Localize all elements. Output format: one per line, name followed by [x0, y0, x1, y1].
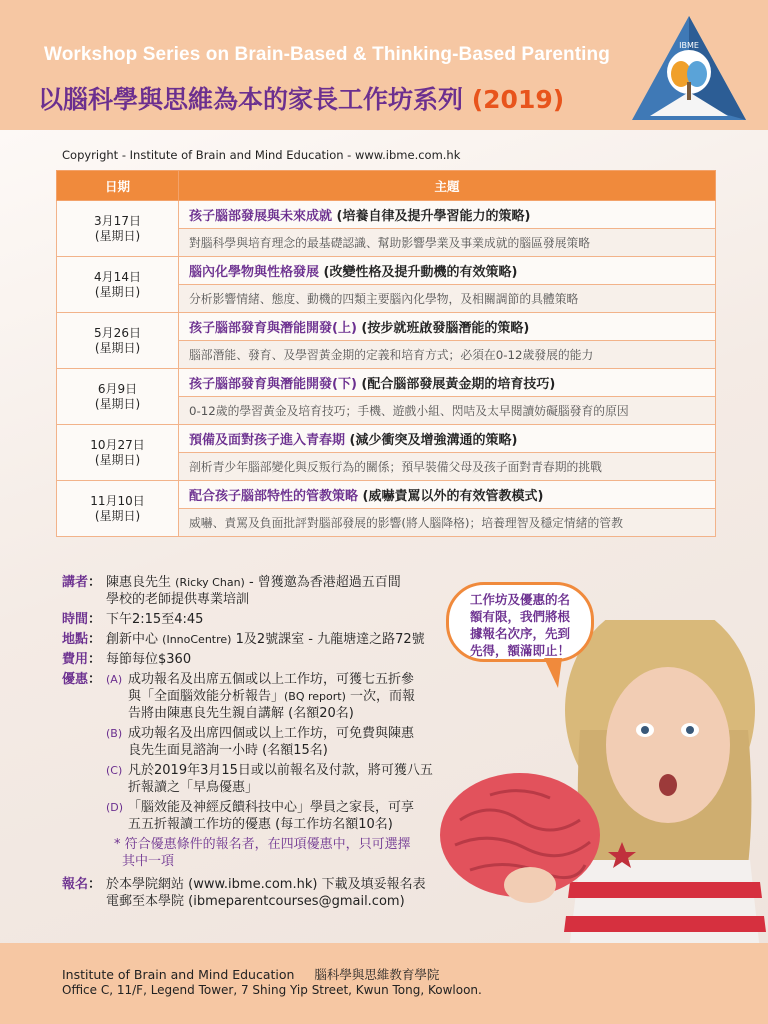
schedule-date — [57, 369, 179, 425]
fee-value: 每節每位$360 — [106, 652, 192, 667]
ibme-logo-icon — [628, 12, 750, 124]
fee-row: 費用： 每節每位$360 — [62, 652, 192, 667]
logo-text: IBME — [679, 41, 699, 50]
schedule-topic — [179, 425, 716, 453]
venue-value-2: 1及2號課室 - 九龍塘達之路72號 — [231, 632, 425, 647]
schedule-description: 對腦科學與培育理念的最基礎認識、幫助影響學業及事業成就的腦區發展策略 — [179, 229, 716, 257]
discount-c — [106, 762, 482, 796]
schedule-date — [57, 313, 179, 369]
schedule-row — [57, 201, 716, 229]
schedule-topic-title: 孩子腦部發展與未來成就 — [189, 209, 333, 224]
speaker-name: 陳惠良先生 — [106, 575, 172, 590]
schedule-topic-subtitle: (減少衝突及增強溝通的策略) — [349, 433, 518, 448]
schedule-date-value: 5月26日 — [94, 325, 141, 340]
discount-note-2: 其中一項 — [122, 854, 175, 869]
footer-address: Office C, 11/F, Legend Tower, 7 Shing Yip Street, Kwun Tong, Kowloon. — [62, 983, 482, 997]
schedule-description: 威嚇、責罵及負面批評對腦部發展的影響(將人腦降格)；培養理智及穩定情緒的管教 — [179, 509, 716, 537]
schedule-date — [57, 257, 179, 313]
discount-text: 成功報名及出席四個或以上工作坊，可免費與陳惠 — [128, 726, 415, 741]
schedule-description: 剖析青少年腦部變化與反叛行為的關係；預早裝備父母及孩子面對青春期的挑戰 — [179, 453, 716, 481]
venue-row: 地點： 創新中心 (InnoCentre) 1及2號課室 - 九龍塘達之路72號 — [62, 632, 425, 647]
schedule-topic-subtitle: (按步就班啟發腦潛能的策略) — [361, 321, 530, 336]
discount-d — [106, 799, 482, 833]
discount-text-english: (BQ report) — [284, 690, 346, 703]
schedule-topic-title: 孩子腦部發育與潛能開發(下) — [189, 377, 357, 392]
discount-row: 優惠： (A) 成功報名及出席五個或以上工作坊，可獲七五折參 與「全面腦效能分析報告」(BQ report) 一次，而報 告將由陳惠良先生親自講解 (名額20名) (B) 成功報名及出席四個或以上工作坊，可免費與陳惠 良先生面見諮詢一小時 (名額15名) (C) 凡於2019年3月15日或以前報名及付款，將可獲八五 折報讀之「早鳥優惠」 (D) 「腦效能及神經反饋科技中心」學員之家長，可享 五五折報讀工作坊的優惠 (每工作坊名額10名) * 符合優惠條件的報名者，在四項優惠中，只可選擇 其中一項 — [62, 671, 482, 870]
register-line-1: 於本學院網站 (www.ibme.com.hk) 下載及填妥報名表 — [106, 877, 426, 892]
schedule-row — [57, 257, 716, 285]
schedule-topic — [179, 369, 716, 397]
time-value: 下午2:15至4:45 — [106, 612, 204, 627]
time-row: 時間： 下午2:15至4:45 — [62, 612, 204, 627]
schedule-date-value: 6月9日 — [97, 381, 138, 396]
speaker-row: 講者： 陳惠良先生 (Ricky Chan) - 曾獲邀為香港超過五百間 學校的老師提供專業培訓 — [62, 575, 401, 607]
bubble-line: 先得，額滿即止！ — [469, 643, 570, 658]
schedule-topic — [179, 257, 716, 285]
discount-letter: (C) — [106, 764, 123, 777]
schedule-topic-subtitle: (培養自律及提升學習能力的策略) — [336, 209, 531, 224]
register-row: 報名： 於本學院網站 (www.ibme.com.hk) 下載及填妥報名表 電郵至本學院 (ibmeparentcourses@gmail.com) — [62, 877, 426, 909]
discount-text: 一次，而報 — [345, 689, 416, 704]
info-section — [62, 574, 482, 913]
schedule-topic-title: 預備及面對孩子進入青春期 — [189, 433, 346, 448]
discount-text: 「腦效能及神經反饋科技中心」學員之家長，可享 — [128, 800, 415, 815]
notice-speech-bubble — [446, 582, 594, 662]
schedule-topic-subtitle: (改變性格及提升動機的有效策略) — [323, 265, 518, 280]
schedule-topic — [179, 481, 716, 509]
footer-org — [62, 965, 439, 983]
discount-text: 折報讀之「早鳥優惠」 — [128, 780, 259, 795]
schedule-row — [57, 313, 716, 341]
title-chinese-text: 以腦科學與思維為本的家長工作坊系列 — [38, 85, 464, 114]
discount-text: 凡於2019年3月15日或以前報名及付款，將可獲八五 — [128, 763, 433, 778]
schedule-day-value: (星期日) — [94, 228, 141, 243]
schedule-date — [57, 201, 179, 257]
column-header-topic: 主題 — [179, 171, 716, 201]
schedule-topic-title: 配合孩子腦部特性的管教策略 — [189, 489, 359, 504]
footer-banner — [0, 943, 768, 1024]
discount-note — [106, 836, 482, 870]
discount-a — [106, 671, 482, 722]
schedule-date — [57, 481, 179, 537]
venue-english: (InnoCentre) — [162, 633, 232, 646]
header-banner — [0, 0, 768, 130]
column-header-date: 日期 — [57, 171, 179, 201]
speech-bubble-tail — [544, 658, 562, 688]
discount-text: 良先生面見諮詢一小時 (名額15名) — [128, 743, 328, 758]
schedule-date-value: 4月14日 — [94, 269, 141, 284]
discount-text: 告將由陳惠良先生親自講解 (名額20名) — [128, 706, 354, 721]
discount-text: 成功報名及出席五個或以上工作坊，可獲七五折參 — [128, 672, 415, 687]
schedule-table — [56, 170, 716, 537]
schedule-row — [57, 369, 716, 397]
speaker-english: (Ricky Chan) — [175, 576, 245, 589]
speaker-label: 講者 — [62, 575, 89, 590]
schedule-topic-title: 腦內化學物與性格發展 — [189, 265, 320, 280]
schedule-day-value: (星期日) — [94, 452, 141, 467]
discount-label: 優惠 — [62, 672, 89, 687]
discount-letter: (B) — [106, 727, 123, 740]
copyright-line: Copyright - Institute of Brain and Mind Education - www.ibme.com.hk — [62, 148, 461, 162]
venue-value-1: 創新中心 — [106, 632, 159, 647]
schedule-description: 腦部潛能、發育、及學習黃金期的定義和培育方式；必須在0-12歲發展的能力 — [179, 341, 716, 369]
speaker-desc-1: - 曾獲邀為香港超過五百間 — [244, 575, 401, 590]
schedule-topic — [179, 201, 716, 229]
register-label: 報名 — [62, 877, 89, 892]
schedule-description: 0-12歲的學習黃金及培育技巧；手機、遊戲小組、閃咭及太早閱讀妨礙腦發育的原因 — [179, 397, 716, 425]
schedule-date-value: 11月10日 — [90, 493, 145, 508]
schedule-description: 分析影響情緒、態度、動機的四類主要腦內化學物，及相關調節的具體策略 — [179, 285, 716, 313]
schedule-day-value: (星期日) — [94, 284, 141, 299]
schedule-date-value: 3月17日 — [94, 213, 141, 228]
register-line-2: 電郵至本學院 (ibmeparentcourses@gmail.com) — [106, 894, 405, 909]
time-label: 時間 — [62, 612, 89, 627]
schedule-day-value: (星期日) — [94, 508, 141, 523]
discount-note-1: * 符合優惠條件的報名者，在四項優惠中，只可選擇 — [114, 837, 411, 852]
bubble-line: 額有限，我們將根 — [469, 609, 570, 624]
title-chinese — [38, 80, 564, 116]
schedule-topic — [179, 313, 716, 341]
schedule-date-value: 10月27日 — [90, 437, 145, 452]
discount-b — [106, 725, 482, 759]
schedule-day-value: (星期日) — [94, 340, 141, 355]
schedule-day-value: (星期日) — [94, 396, 141, 411]
venue-label: 地點 — [62, 632, 89, 647]
footer-org-chinese: 腦科學與思維教育學院 — [314, 967, 440, 982]
schedule-row — [57, 425, 716, 453]
discount-text: 五五折報讀工作坊的優惠 (每工作坊名額10名) — [128, 817, 393, 832]
speaker-desc-2: 學校的老師提供專業培訓 — [106, 592, 250, 607]
schedule-topic-title: 孩子腦部發育與潛能開發(上) — [189, 321, 357, 336]
title-year: (2019) — [471, 85, 565, 114]
footer-org-english: Institute of Brain and Mind Education — [62, 967, 295, 982]
title-english: Workshop Series on Brain-Based & Thinking-Based Parenting — [44, 44, 610, 65]
discount-text: 與「全面腦效能分析報告」 — [128, 689, 285, 704]
bubble-line: 工作坊及優惠的名 — [469, 592, 570, 607]
discount-letter: (A) — [106, 673, 123, 686]
schedule-row — [57, 481, 716, 509]
schedule-date — [57, 425, 179, 481]
fee-label: 費用 — [62, 652, 89, 667]
schedule-topic-subtitle: (威嚇責罵以外的有效管教模式) — [362, 489, 544, 504]
schedule-topic-subtitle: (配合腦部發展黃金期的培育技巧) — [361, 377, 556, 392]
discount-letter: (D) — [106, 801, 124, 814]
bubble-line: 據報名次序，先到 — [469, 626, 570, 641]
